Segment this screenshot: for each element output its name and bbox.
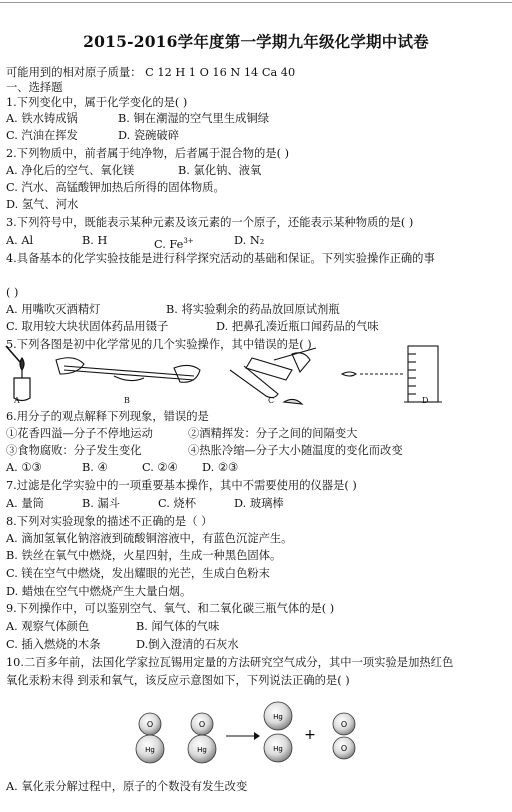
q9-option-c: C. 插入燃烧的木条 — [6, 638, 101, 651]
q10-atom-hg-4: Hg — [273, 745, 283, 753]
q4-stem: 4.具备基本的化学实验技能是进行科学探究活动的基础和保证。下列实验操作正确的事 — [6, 252, 435, 265]
q5-fig-a-alcohol-lamp — [6, 346, 30, 401]
q5-label-d: D — [422, 396, 429, 405]
q10-reaction-arrow — [226, 732, 260, 740]
q9-option-a: A. 观察气体颜色 — [6, 620, 90, 633]
q8-option-c: C. 镁在空气中燃烧，发出耀眼的光芒，生成白色粉末 — [6, 567, 270, 580]
q3-fe-charge: 3+ — [183, 237, 194, 245]
q2-stem: 2.下列物质中，前者属于纯净物，后者属于混合物的是( ) — [6, 147, 290, 160]
q2-option-d: D. 氢气、河水 — [6, 198, 79, 211]
q9-stem: 9.下列操作中，可以鉴别空气、氧气、和二氧化碳三瓶气体的是( ) — [6, 602, 335, 615]
q10-product-hg — [264, 702, 292, 762]
q10-molecule-hgo-1 — [136, 713, 164, 763]
q10-atom-hg-1: Hg — [145, 746, 155, 754]
q6-item-4: ④热胀冷缩—分子大小随温度的变化而改变 — [188, 444, 403, 457]
q3-option-d: D. N₂ — [234, 234, 265, 247]
q10-plus-sign: + — [304, 727, 316, 743]
q4-option-d: D. 把鼻孔凑近瓶口闻药品的气味 — [216, 320, 379, 333]
q4-stem-paren: ( ) — [6, 286, 19, 299]
q3-option-b: B. H — [82, 234, 108, 247]
atomic-masses: 可能用到的相对原子质量： C 12 H 1 O 16 N 14 Ca 40 — [6, 66, 296, 79]
q7-option-b: B. 漏斗 — [82, 497, 121, 510]
q3-option-c — [154, 234, 194, 252]
q6-item-3: ③食物腐败：分子发生变化 — [6, 444, 142, 457]
q3-option-a: A. Al — [6, 234, 34, 247]
q6-option-b: B. ④ — [82, 461, 108, 474]
q7-option-a: A. 量筒 — [6, 497, 44, 510]
q5-label-a: A — [14, 396, 20, 405]
q8-option-d: D. 蜡烛在空气中燃烧产生大量白烟。 — [6, 585, 192, 598]
q8-option-b: B. 铁丝在氧气中燃烧，火星四射，生成一种黑色固体。 — [6, 549, 282, 562]
q6-item-2: ②酒精挥发：分子之间的间隔变大 — [188, 427, 358, 440]
q9-option-d: D.倒入澄清的石灰水 — [136, 638, 239, 651]
q10-atom-hg-3: Hg — [273, 713, 283, 721]
q6-option-c: C. ②④ — [142, 461, 178, 474]
q6-stem: 6.用分子的观点解释下列现象，错误的是 — [6, 410, 209, 423]
q6-option-a: A. ①③ — [6, 461, 42, 474]
q1-option-b: B. 铜在潮湿的空气里生成铜绿 — [118, 112, 270, 125]
q4-option-c: C. 取用较大块状固体药品用镊子 — [6, 320, 169, 333]
q7-option-c: C. 烧杯 — [158, 497, 197, 510]
q10-product-o2 — [333, 713, 355, 759]
q10-stem-line2: 氧化汞粉末得 到汞和氧气，该反应示意图如下，下列说法正确的是( ) — [6, 674, 350, 687]
q10-stem: 10.二百多年前，法国化学家拉瓦锡用定量的方法研究空气成分，其中一项实验是加热红色 — [6, 656, 454, 669]
top-rule — [0, 2, 512, 3]
q3-stem: 3.下列符号中，既能表示某种元素及该元素的一个原子，还能表示某种物质的是( ) — [6, 216, 414, 229]
q10-atom-hg-2: Hg — [197, 746, 207, 754]
exam-title: 2015-2016学年度第一学期九年级化学期中试卷 — [83, 32, 429, 51]
q10-atom-o-3: O — [340, 720, 348, 729]
q7-option-d: D. 玻璃棒 — [234, 497, 284, 510]
q4-option-b: B. 将实验剩余的药品放回原试剂瓶 — [166, 303, 340, 316]
section-heading: 一、选择题 — [6, 81, 63, 94]
q5-fig-b-tube-hands — [56, 358, 200, 383]
q2-option-c: C. 汽水、高锰酸钾加热后所得的固体物质。 — [6, 181, 225, 194]
q10-option-a: A. 氧化汞分解过程中，原子的个数没有发生改变 — [6, 780, 248, 793]
q10-atom-o-1: O — [146, 720, 154, 729]
q2-option-b: B. 氯化钠、液氧 — [178, 164, 262, 177]
q8-option-a: A. 滴加氢氧化钠溶液到硫酸铜溶液中，有蓝色沉淀产生。 — [6, 532, 293, 545]
q7-stem: 7.过滤是化学实验中的一项重要基本操作，其中不需要使用的仪器是( ) — [6, 479, 357, 492]
q1-option-c: C. 汽油在挥发 — [6, 129, 78, 142]
q1-option-a: A. 铁水铸成锅 — [6, 112, 78, 125]
q5-label-c: C — [268, 396, 275, 405]
q8-stem: 8.下列对实验现象的描述不正确的是（ ） — [6, 515, 213, 528]
q3-option-c-text: C. Fe — [154, 237, 184, 251]
q2-option-a: A. 净化后的空气、氧化镁 — [6, 164, 135, 177]
q10-atom-o-4: O — [340, 744, 348, 753]
q1-option-d: D. 瓷碗破碎 — [118, 129, 180, 142]
q9-option-b: B. 闻气体的气味 — [136, 620, 220, 633]
q1-stem: 1.下列变化中，属于化学变化的是( ) — [6, 96, 188, 109]
q10-atom-o-2: O — [198, 720, 206, 729]
q10-molecule-hgo-2 — [188, 713, 216, 763]
q6-item-1: ①花香四溢—分子不停地运动 — [6, 427, 153, 440]
q4-option-a: A. 用嘴吹灭酒精灯 — [6, 303, 101, 316]
q10-reaction-diagram — [130, 694, 370, 772]
q5-stem: 5.下列各图是初中化学常见的几个实验操作，其中错误的是( ) — [6, 338, 312, 351]
q5-label-b: B — [124, 396, 130, 405]
q6-option-d: D. ②③ — [202, 461, 239, 474]
q5-figures — [4, 340, 464, 408]
